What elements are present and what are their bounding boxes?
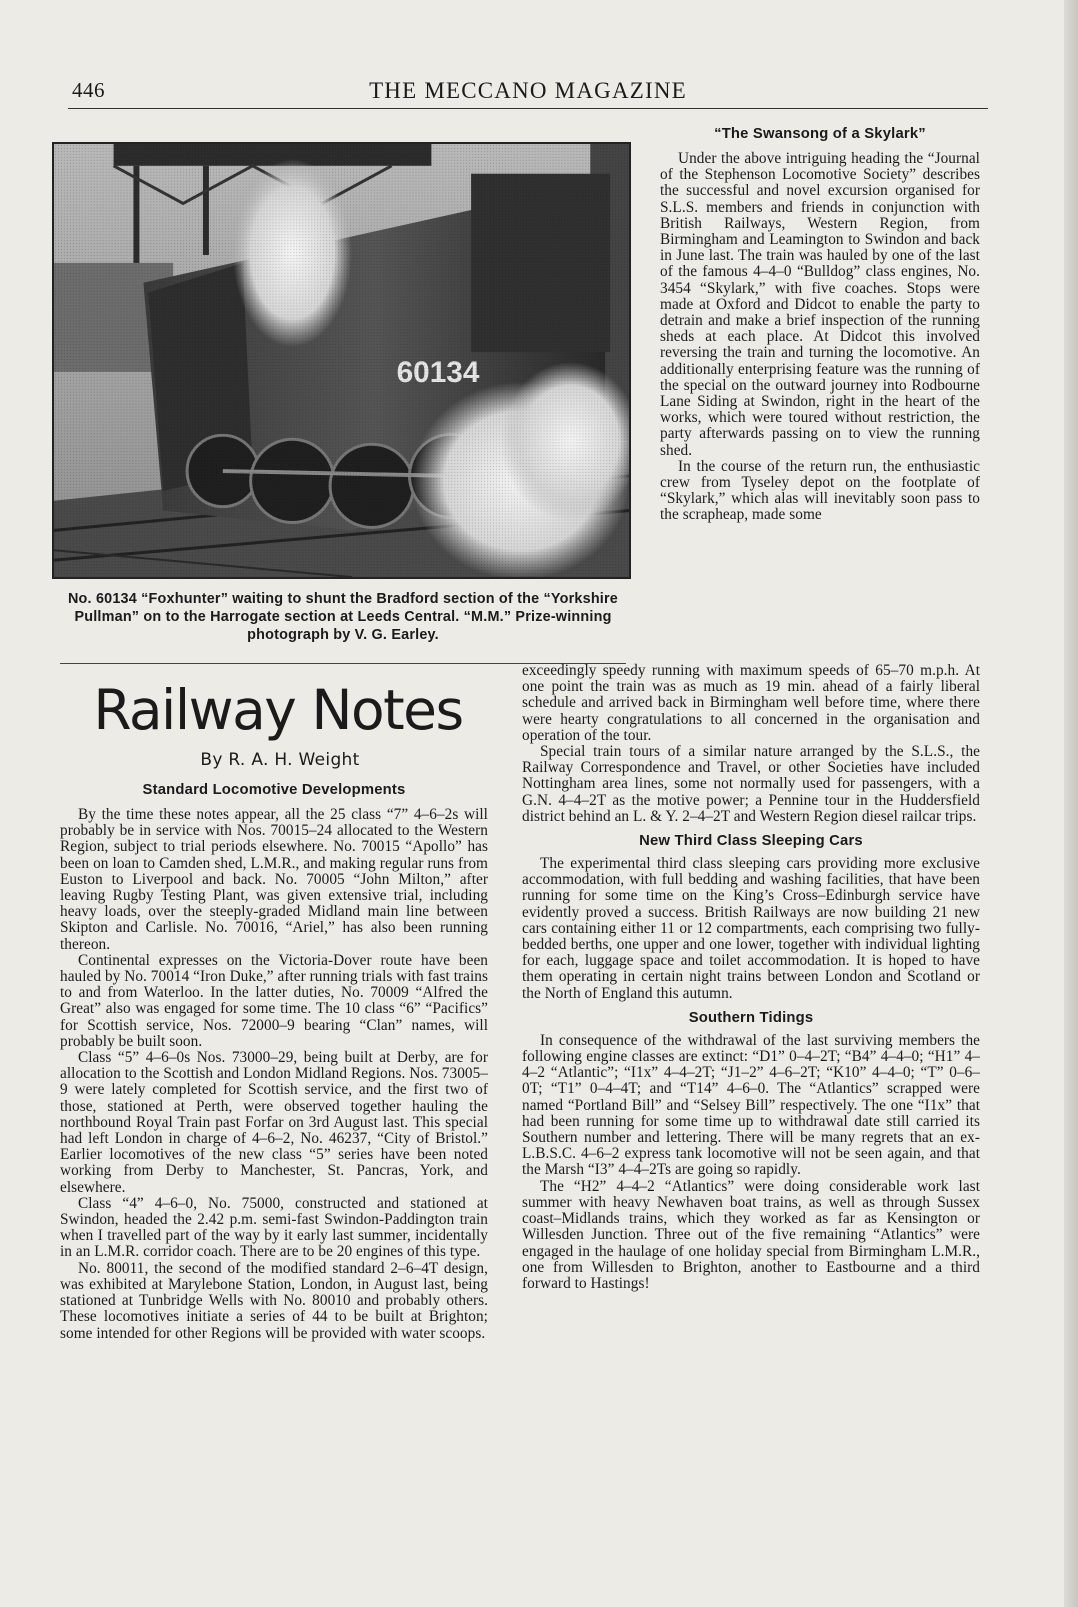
section-heading-skylark: “The Swansong of a Skylark” <box>714 126 926 142</box>
skylark-paragraph-1: Under the above intriguing heading the “Journal of the Stephenson Locomotive Society” describes the successful and novel excursion organised for S.L.S. members and friends in conjunction with British Railways, Western Region, from Birmingham and Leamington to Swindon and back in June last. The train was hauled by one of the last of the famous 4–4–0 “Bulldog” class engines, No. 3454 “Skylark,” with five coaches. Stops were made at Oxford and Didcot to enable the party to detrain and make a brief inspection of the running sheds at each place. At Didcot this involved reversing the train and turning the locomotive. An additionally enterprising feature was the running of the special on the outward journey into Rodbourne Lane Siding at Swindon, right in the heart of the works, which were toured without restriction, the party afterwards passing on to view the running shed. <box>660 150 980 459</box>
standard-loco-paragraph-1: By the time these notes appear, all the 25 class “7” 4–6–2s will probably be in service with Nos. 70015–24 allocated to the Western Region, subject to trial periods elsewhere. No. 70015 “Apollo” has been on loan to Camden shed, L.M.R., and making regular runs from Euston to Liverpool and back. No. 70005 “John Milton,” after leaving Rugby Testing Plant, was given extensive trial, including heavy loads, over the steeply-graded Midland main line between Skipton and Carlisle. No. 70016, “Ariel,” has also been running thereon. <box>60 806 488 953</box>
locomotive-photo <box>52 142 631 579</box>
standard-loco-paragraph-4: Class “4” 4–6–0, No. 75000, constructed and stationed at Swindon, headed the 2.42 p.m. semi-fast Swindon-Paddington train when I travelled part of the way by it early last summer, incidentally in an L.M.R. corridor coach. There are to be 20 engines of this type. <box>60 1194 488 1261</box>
southern-paragraph-1: In consequence of the withdrawal of the last surviving members the following engine classes are extinct: “D1” 0–4–2T; “B4” 4–4–0; “H1” 4–4–2 “Atlantic”; “I1x” 4–4–2T; “J1–2” 4–6–2T; “K10” 4–4–0; “T” 0–6–0T; “T1” 0–4–4T; and “T14” 4–6–0. The “Atlantics” scrapped were named “Portland Bill” and “Selsey Bill” respectively. The one “I1x” that had been running for some time up to withdrawal date still carried its Southern number and lettering. There will be many regrets that an ex-L.B.S.C. 4–6–2 express tank locomotive will not be seen again, and that the Marsh “I3” 4–4–2Ts are going so rapidly. <box>522 1031 980 1179</box>
southern-paragraph-2: The “H2” 4–4–2 “Atlantics” were doing considerable work last summer with heavy Newhaven boat trains, as well as through Sussex coast–Midlands trains, which they worked as far as Kensington or Willesden Junction. Three out of the five remaining “Atlantics” were engaged in the haulage of one holiday special from Birmingham L.M.R., one from Willesden to Brighton, another to Eastbourne and a third forward to Hastings! <box>522 1177 980 1292</box>
sleeping-cars-paragraph-1: The experimental third class sleeping cars providing more exclusive accommodation, with full bedding and washing facilities, that have been running for some time on the King’s Cross–Edinburgh service have evidently proved a success. British Railways are now building 21 new cars containing either 11 or 12 compartments, each comprising two fully-bedded berths, one upper and one lower, together with individual lighting for each, luggage space and toilet accommodation. It is hoped to have them operating in certain night trains between London and Scotland or the North of England this autumn. <box>522 855 980 1002</box>
standard-loco-paragraph-3: Class “5” 4–6–0s Nos. 73000–29, being built at Derby, are for allocation to the Scottish and London Midland Regions. Nos. 73005–9 were lately completed for Scottish service, and the first two of those, stationed at Perth, were observed together hauling the northbound Royal Train past Forfar on 3rd August last. This special had left London in charge of 4–6–2, No. 46237, “City of Bristol.” Earlier locomotives of the new class “5” series have been noted working from Derby to Manchester, St. Pancras, York, and elsewhere. <box>60 1049 488 1196</box>
section-heading-sleeping-cars: New Third Class Sleeping Cars <box>639 833 863 850</box>
article-byline: By R. A. H. Weight <box>200 750 360 770</box>
section-heading-southern: Southern Tidings <box>688 1009 814 1026</box>
locomotive-photo-image <box>54 144 629 577</box>
right-column-top <box>660 126 980 524</box>
skylark-paragraph-4: Special train tours of a similar nature arranged by the S.L.S., the Railway Correspondence and Travel, or other Societies have included Nottingham area lines, some not normally used for passengers, with a G.N. 4–4–2T as the motive power; a Pennine tour in the Huddersfield district behind an L. & Y. 2–4–2T and Western Region diesel railcar trips. <box>522 743 980 825</box>
section-heading-standard-loco: Standard Locomotive Developments <box>142 782 406 798</box>
skylark-paragraph-2: In the course of the return run, the enthusiastic crew from Tyseley depot on the footplate of “Skylark,” which alas will inevitably soon pass to the scrapheap, made some <box>660 457 980 524</box>
left-column <box>60 782 488 1342</box>
header-rule <box>68 108 988 109</box>
magazine-title: THE MECCANO MAGAZINE <box>369 78 687 103</box>
right-column <box>522 663 980 1292</box>
article-title: Railway Notes <box>93 678 463 742</box>
page-number: 446 <box>72 78 105 102</box>
photo-caption: No. 60134 “Foxhunter” waiting to shunt the Bradford section of the “Yorkshire Pullman” on to the Harrogate section at Leeds Central. “M.M.” Prize-winning photograph by V. G. Earley. <box>67 591 619 643</box>
standard-loco-paragraph-2: Continental expresses on the Victoria-Dover route have been hauled by No. 70014 “Iron Duke,” after running trials with fast trains to and from Waterloo. In the latter duties, No. 70009 “Alfred the Great” also was engaged for some time. The 10 class “6” “Pacifics” for Scottish service, Nos. 72000–9 bearing “Clan” names, will probably be built soon. <box>60 951 488 1050</box>
skylark-paragraph-3: exceedingly speedy running with maximum speeds of 65–70 m.p.h. At one point the train was as much as 19 min. ahead of a fairly liberal schedule and arrived back in Birmingham well before time, where there were hearty congratulations to all concerned in the organisation and operation of the tour. <box>522 662 980 744</box>
page-header <box>68 76 988 110</box>
page-edge <box>1064 0 1078 1607</box>
standard-loco-paragraph-5: No. 80011, the second of the modified standard 2–6–4T design, was exhibited at Marylebone Station, London, in August last, being stationed at Tunbridge Wells with No. 80010 and probably others. These locomotives initiate a series of 44 to be built at Brighton; some intended for other Regions will be provided with water scoops. <box>60 1259 488 1342</box>
